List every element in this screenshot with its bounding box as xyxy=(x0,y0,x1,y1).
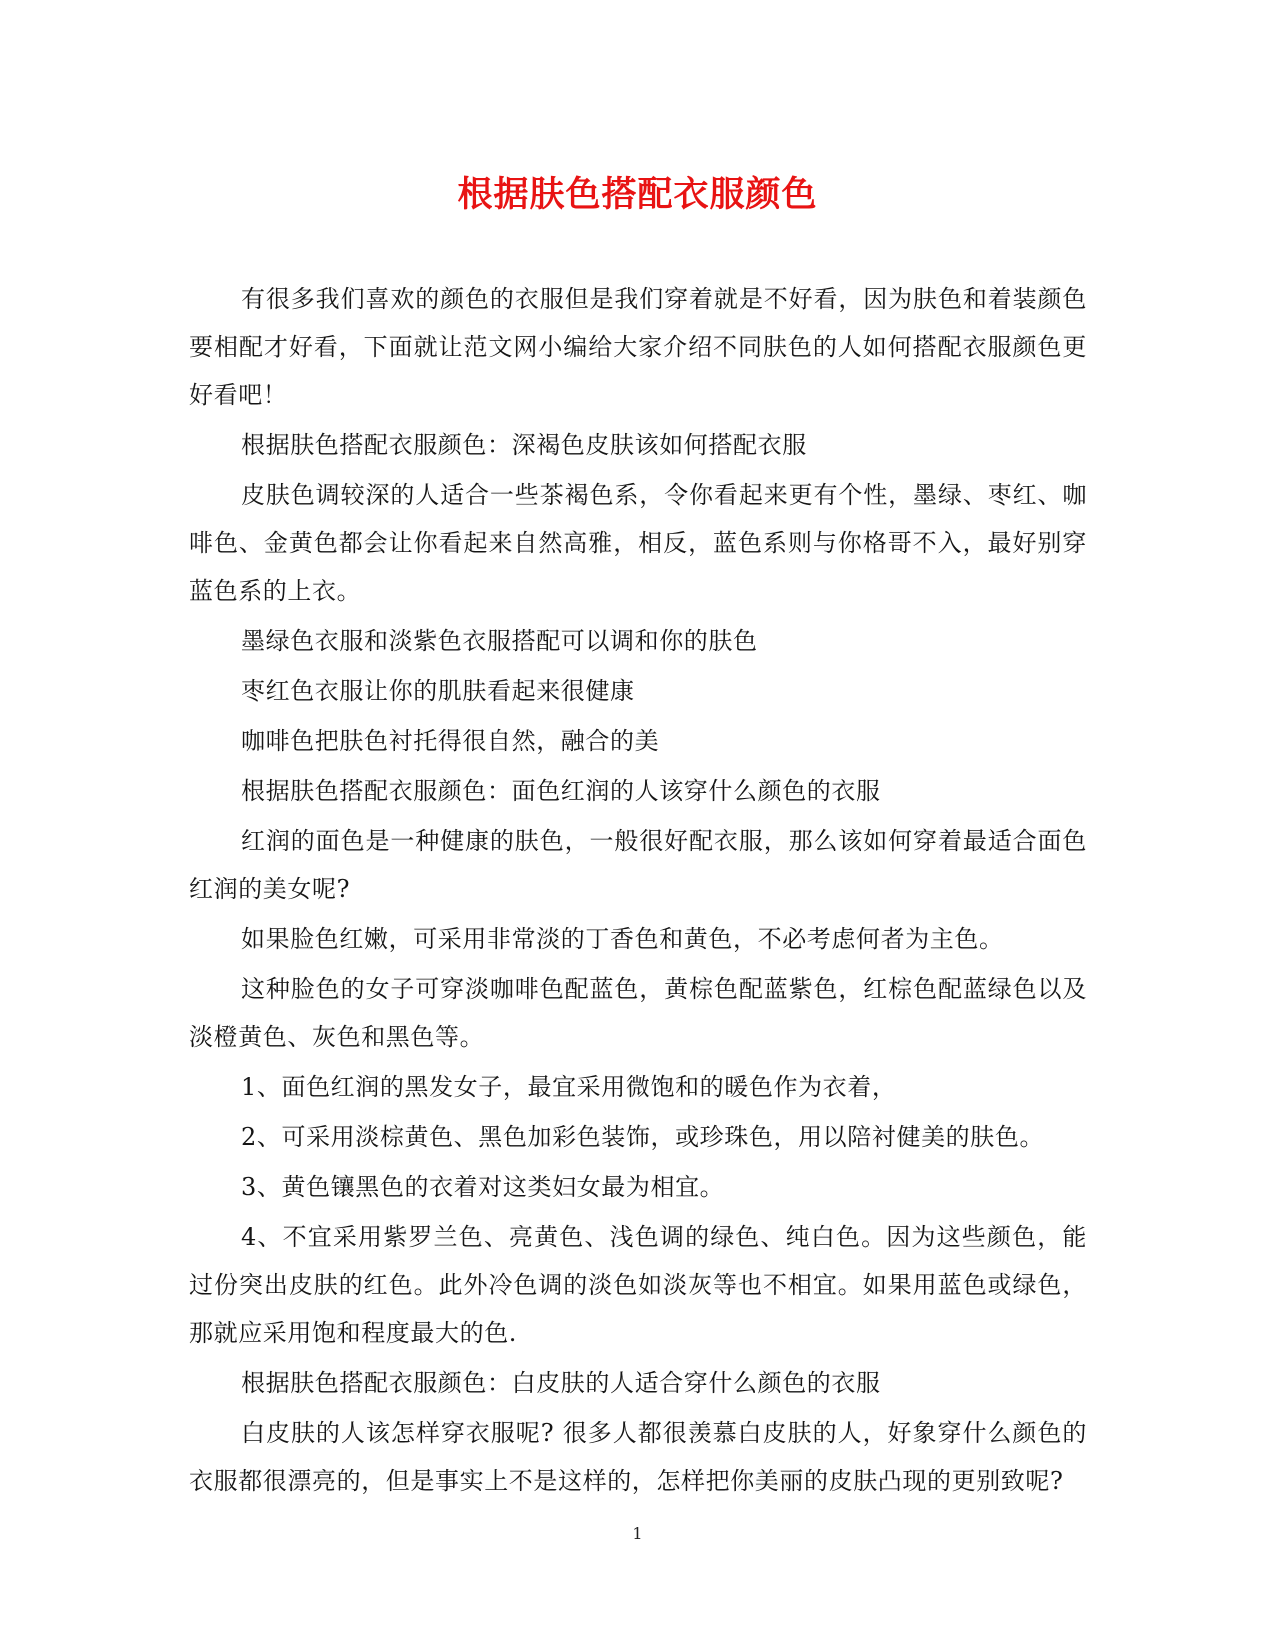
paragraph-rosy-colors: 如果脸色红嫩，可采用非常淡的丁香色和黄色，不必考虑何者为主色。 xyxy=(241,925,1004,953)
list-item-4: 4、不宜采用紫罗兰色、亮黄色、浅色调的绿色、纯白色。因为这些颜色，能过份突出皮肤的红色。此外冷色调的淡色如淡灰等也不相宜。如果用蓝色或绿色，那就应采用饱和程度最大的色. xyxy=(189,1223,1087,1347)
list-item-3: 3、黄色镶黑色的衣着对这类妇女最为相宜。 xyxy=(241,1173,725,1201)
tip-jujube-red: 枣红色衣服让你的肌肤看起来很健康 xyxy=(241,677,635,705)
paragraph-color-pairs: 这种脸色的女子可穿淡咖啡色配蓝色，黄棕色配蓝紫色，红棕色配蓝绿色以及淡橙黄色、灰色和黑色等。 xyxy=(189,975,1087,1051)
document-title: 根据肤色搭配衣服颜色 xyxy=(457,174,818,215)
section-heading-white-skin: 根据肤色搭配衣服颜色：白皮肤的人适合穿什么颜色的衣服 xyxy=(241,1369,881,1397)
document-body xyxy=(189,275,1087,1507)
paragraph-intro: 有很多我们喜欢的颜色的衣服但是我们穿着就是不好看，因为肤色和着装颜色要相配才好看，下面就让范文网小编给大家介绍不同肤色的人如何搭配衣服颜色更好看吧！ xyxy=(189,285,1087,409)
page-number: 1 xyxy=(632,1524,643,1543)
paragraph-rosy-face: 红润的面色是一种健康的肤色，一般很好配衣服，那么该如何穿着最适合面色红润的美女呢? xyxy=(189,827,1087,903)
section-heading-rosy-face: 根据肤色搭配衣服颜色：面色红润的人该穿什么颜色的衣服 xyxy=(241,777,881,805)
paragraph-dark-skin: 皮肤色调较深的人适合一些茶褐色系，令你看起来更有个性，墨绿、枣红、咖啡色、金黄色都会让你看起来自然高雅，相反，蓝色系则与你格哥不入，最好别穿蓝色系的上衣。 xyxy=(189,481,1087,605)
section-heading-dark-skin: 根据肤色搭配衣服颜色：深褐色皮肤该如何搭配衣服 xyxy=(241,431,807,459)
tip-dark-green: 墨绿色衣服和淡紫色衣服搭配可以调和你的肤色 xyxy=(241,627,758,655)
list-item-1: 1、面色红润的黑发女子，最宜采用微饱和的暖色作为衣着， xyxy=(241,1073,897,1101)
list-item-2: 2、可采用淡棕黄色、黑色加彩色装饰，或珍珠色，用以陪衬健美的肤色。 xyxy=(241,1123,1045,1151)
tip-coffee: 咖啡色把肤色衬托得很自然，融合的美 xyxy=(241,727,660,755)
paragraph-white-skin: 白皮肤的人该怎样穿衣服呢? 很多人都很羡慕白皮肤的人，好象穿什么颜色的衣服都很漂亮的，但是事实上不是这样的，怎样把你美丽的皮肤凸现的更别致呢? xyxy=(189,1419,1087,1495)
